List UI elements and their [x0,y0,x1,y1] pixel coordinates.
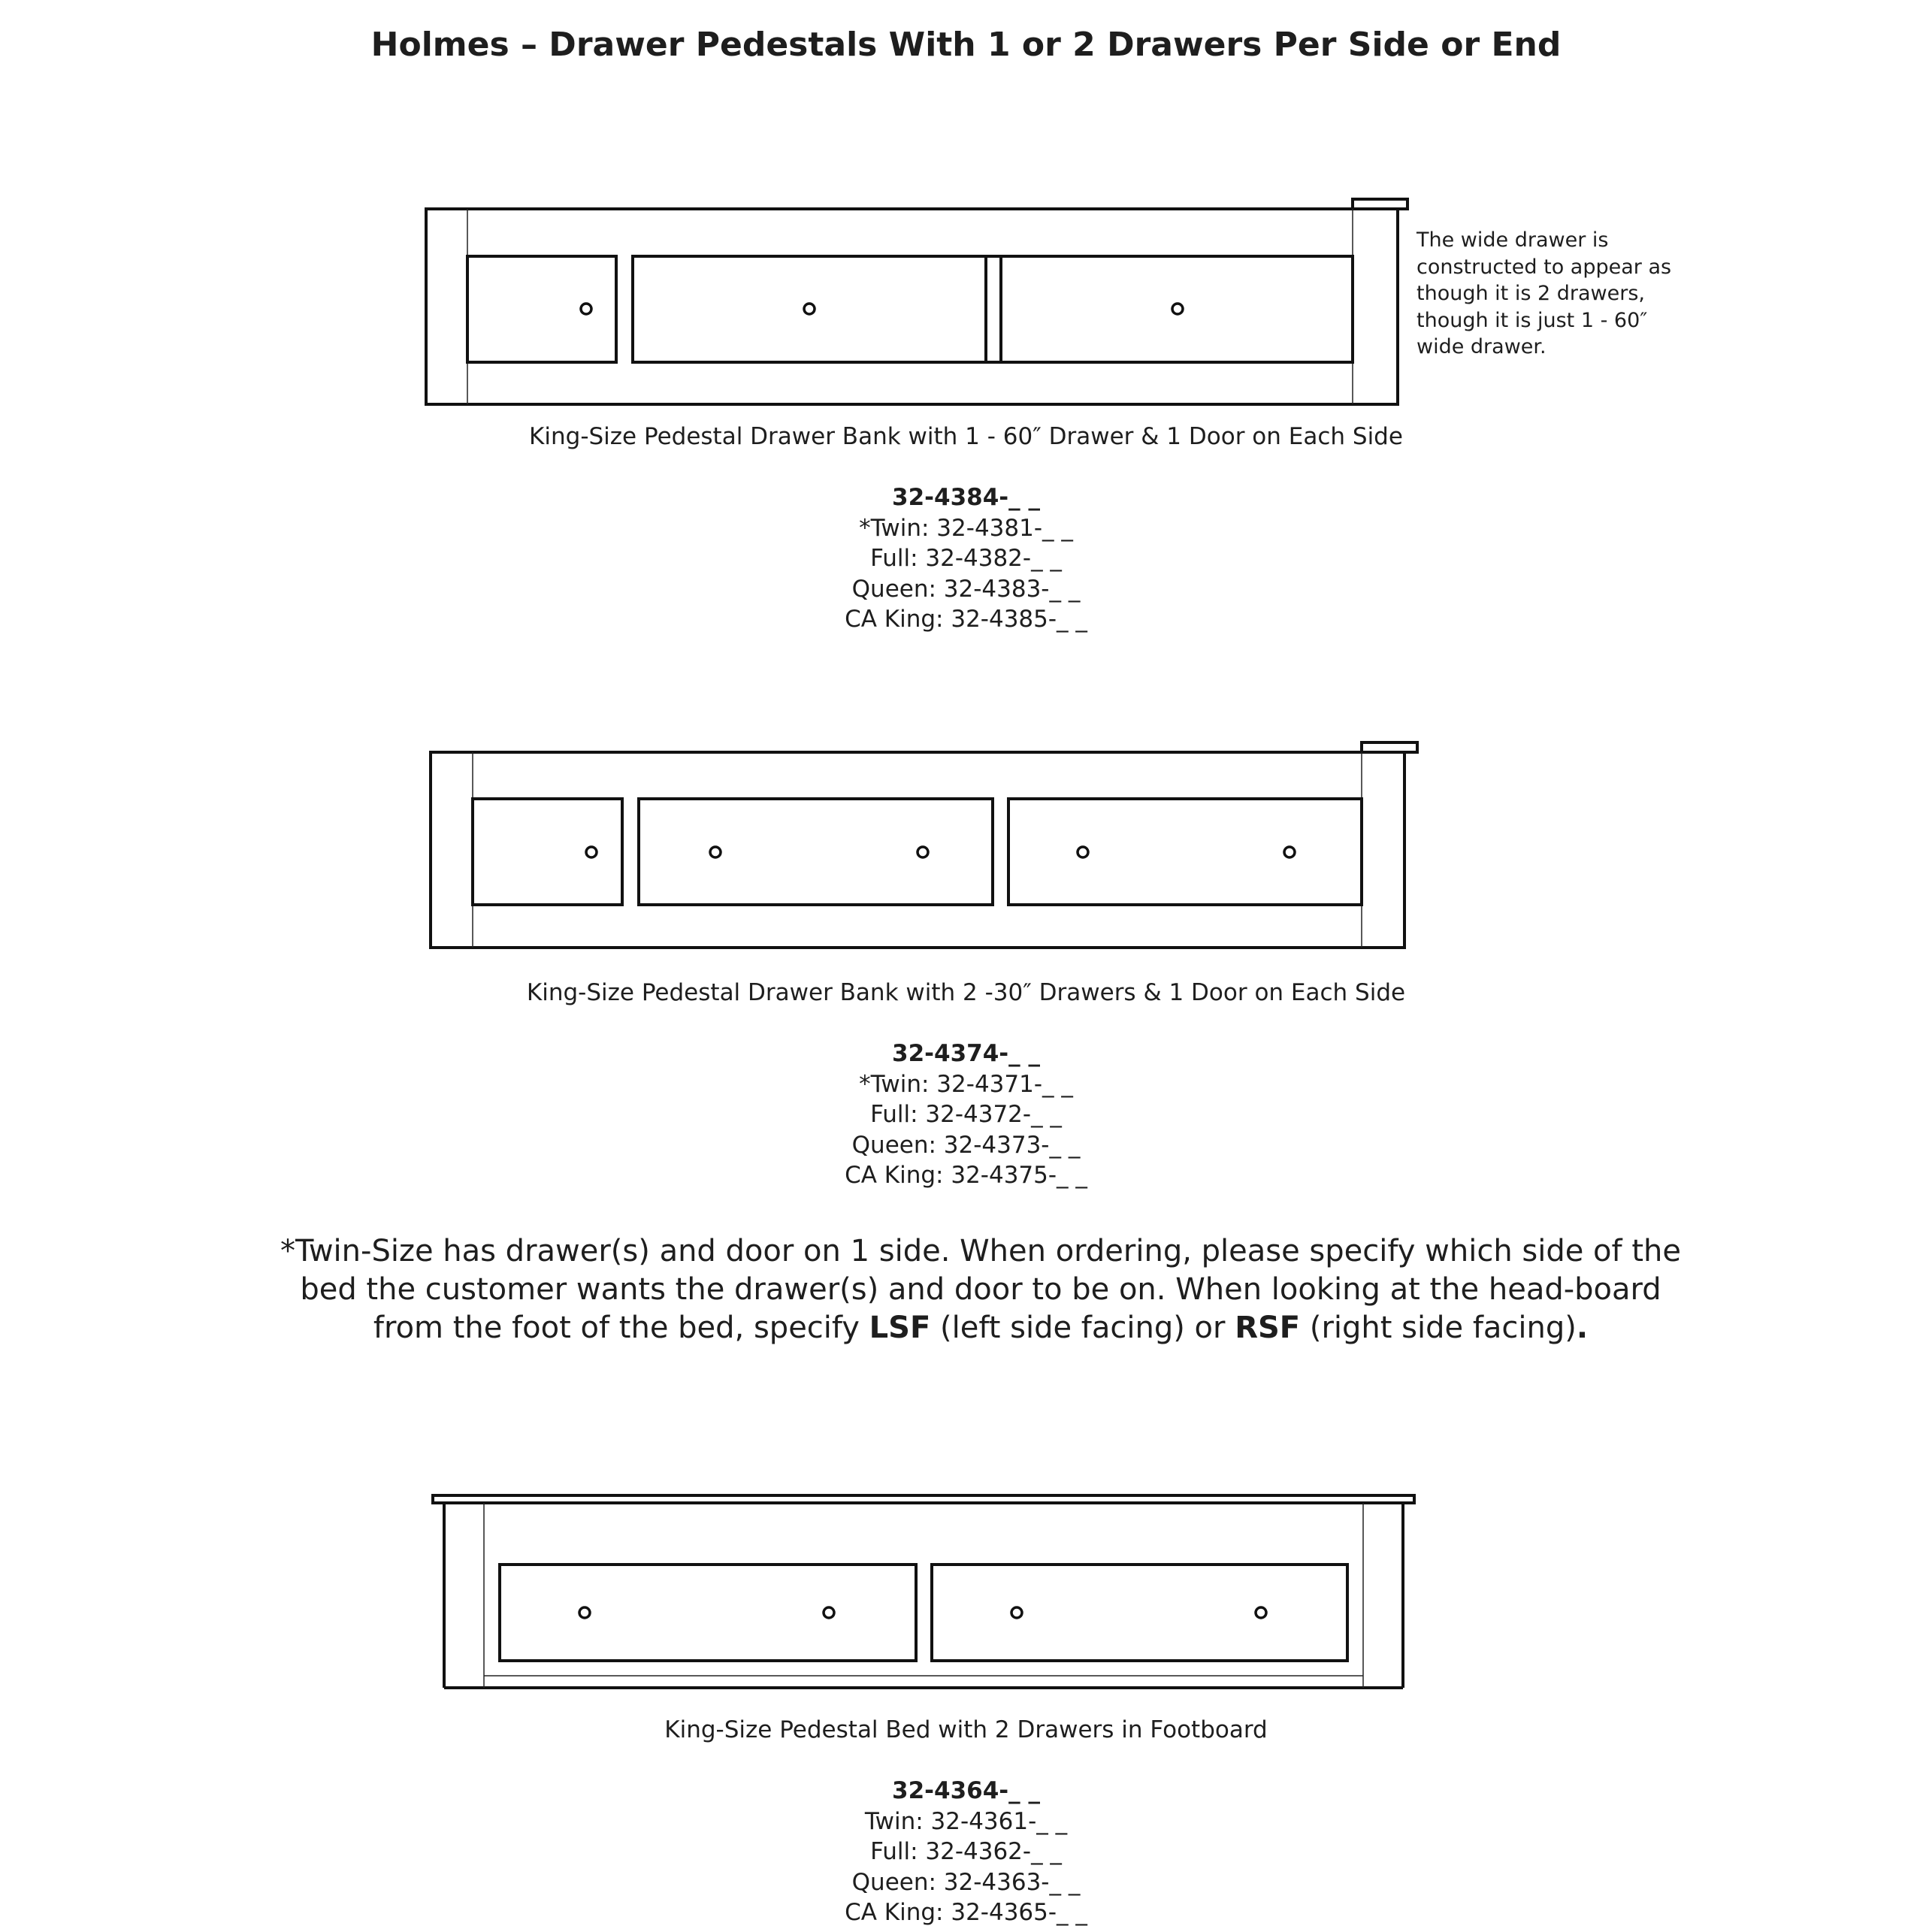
lsf-label: LSF [869,1311,931,1345]
page-title: Holmes – Drawer Pedestals With 1 or 2 Drawers Per Side or End [370,26,1562,64]
knob [586,847,597,857]
door-panel [473,799,622,905]
size-code: Queen: 32-4373-_ _ [851,1131,1081,1159]
notice-period: . [1576,1311,1589,1345]
false-divider [986,256,1001,362]
knob [710,847,721,857]
product-caption: King-Size Pedestal Drawer Bank with 1 - 60″ Drawer & 1 Door on Each Side [529,423,1403,450]
knob [1078,847,1088,857]
drawer-bank-1-drawing [426,199,1407,404]
notice-text: (right side facing) [1300,1311,1577,1345]
size-code: Queen: 32-4363-_ _ [851,1868,1081,1896]
door-panel [467,256,616,362]
main-product-code: 32-4374-_ _ [892,1040,1040,1067]
size-code: CA King: 32-4385-_ _ [845,606,1087,633]
knob [918,847,928,857]
size-code: *Twin: 32-4371-_ _ [859,1070,1073,1098]
note-line: constructed to appear as [1416,255,1672,279]
drawer-face [932,1565,1347,1661]
size-code: CA King: 32-4365-_ _ [845,1899,1087,1926]
product-caption: King-Size Pedestal Drawer Bank with 2 -30″ Drawers & 1 Door on Each Side [526,979,1406,1006]
note-line: wide drawer. [1416,335,1547,358]
knob [579,1607,590,1618]
size-code: Full: 32-4372-_ _ [870,1101,1062,1128]
footboard-drawing [433,1495,1414,1688]
knob [1172,304,1183,314]
note-line: though it is just 1 - 60″ [1416,308,1648,332]
product-codes [0,1039,1932,1191]
product-codes [0,482,1932,635]
size-code: Full: 32-4362-_ _ [870,1838,1062,1865]
twin-size-notice [271,1232,1691,1347]
size-code: Queen: 32-4383-_ _ [851,575,1081,603]
note-line: The wide drawer is [1416,228,1609,252]
wide-drawer-note [1416,227,1732,361]
knob [824,1607,834,1618]
size-code: CA King: 32-4375-_ _ [845,1162,1087,1189]
size-code: *Twin: 32-4381-_ _ [859,514,1073,542]
notice-text: *Twin-Size has drawer(s) and door on 1 side. When ordering, please specify which side of the bed the customer wants the drawer(s) and door to be on. When looking at the head-board from the foot of the bed, specify [280,1234,1681,1345]
knob [1284,847,1295,857]
pedestal-frame [426,209,1398,404]
drawer-bank-2-drawing [431,742,1417,948]
knob [804,304,815,314]
knob [1256,1607,1266,1618]
size-code: Twin: 32-4361-_ _ [864,1807,1068,1835]
size-code: Full: 32-4382-_ _ [870,545,1062,572]
main-product-code: 32-4384-_ _ [892,484,1040,511]
knob [1011,1607,1022,1618]
drawer-face [500,1565,916,1661]
notice-text: (left side facing) or [930,1311,1235,1345]
knob [581,304,591,314]
footboard-cap [433,1495,1414,1503]
product-caption: King-Size Pedestal Bed with 2 Drawers in Footboard [664,1716,1268,1743]
drawer-face [1008,799,1362,905]
drawer-face [639,799,993,905]
rsf-label: RSF [1235,1311,1301,1345]
note-line: though it is 2 drawers, [1416,282,1645,305]
main-product-code: 32-4364-_ _ [892,1777,1040,1804]
product-codes [0,1776,1932,1928]
